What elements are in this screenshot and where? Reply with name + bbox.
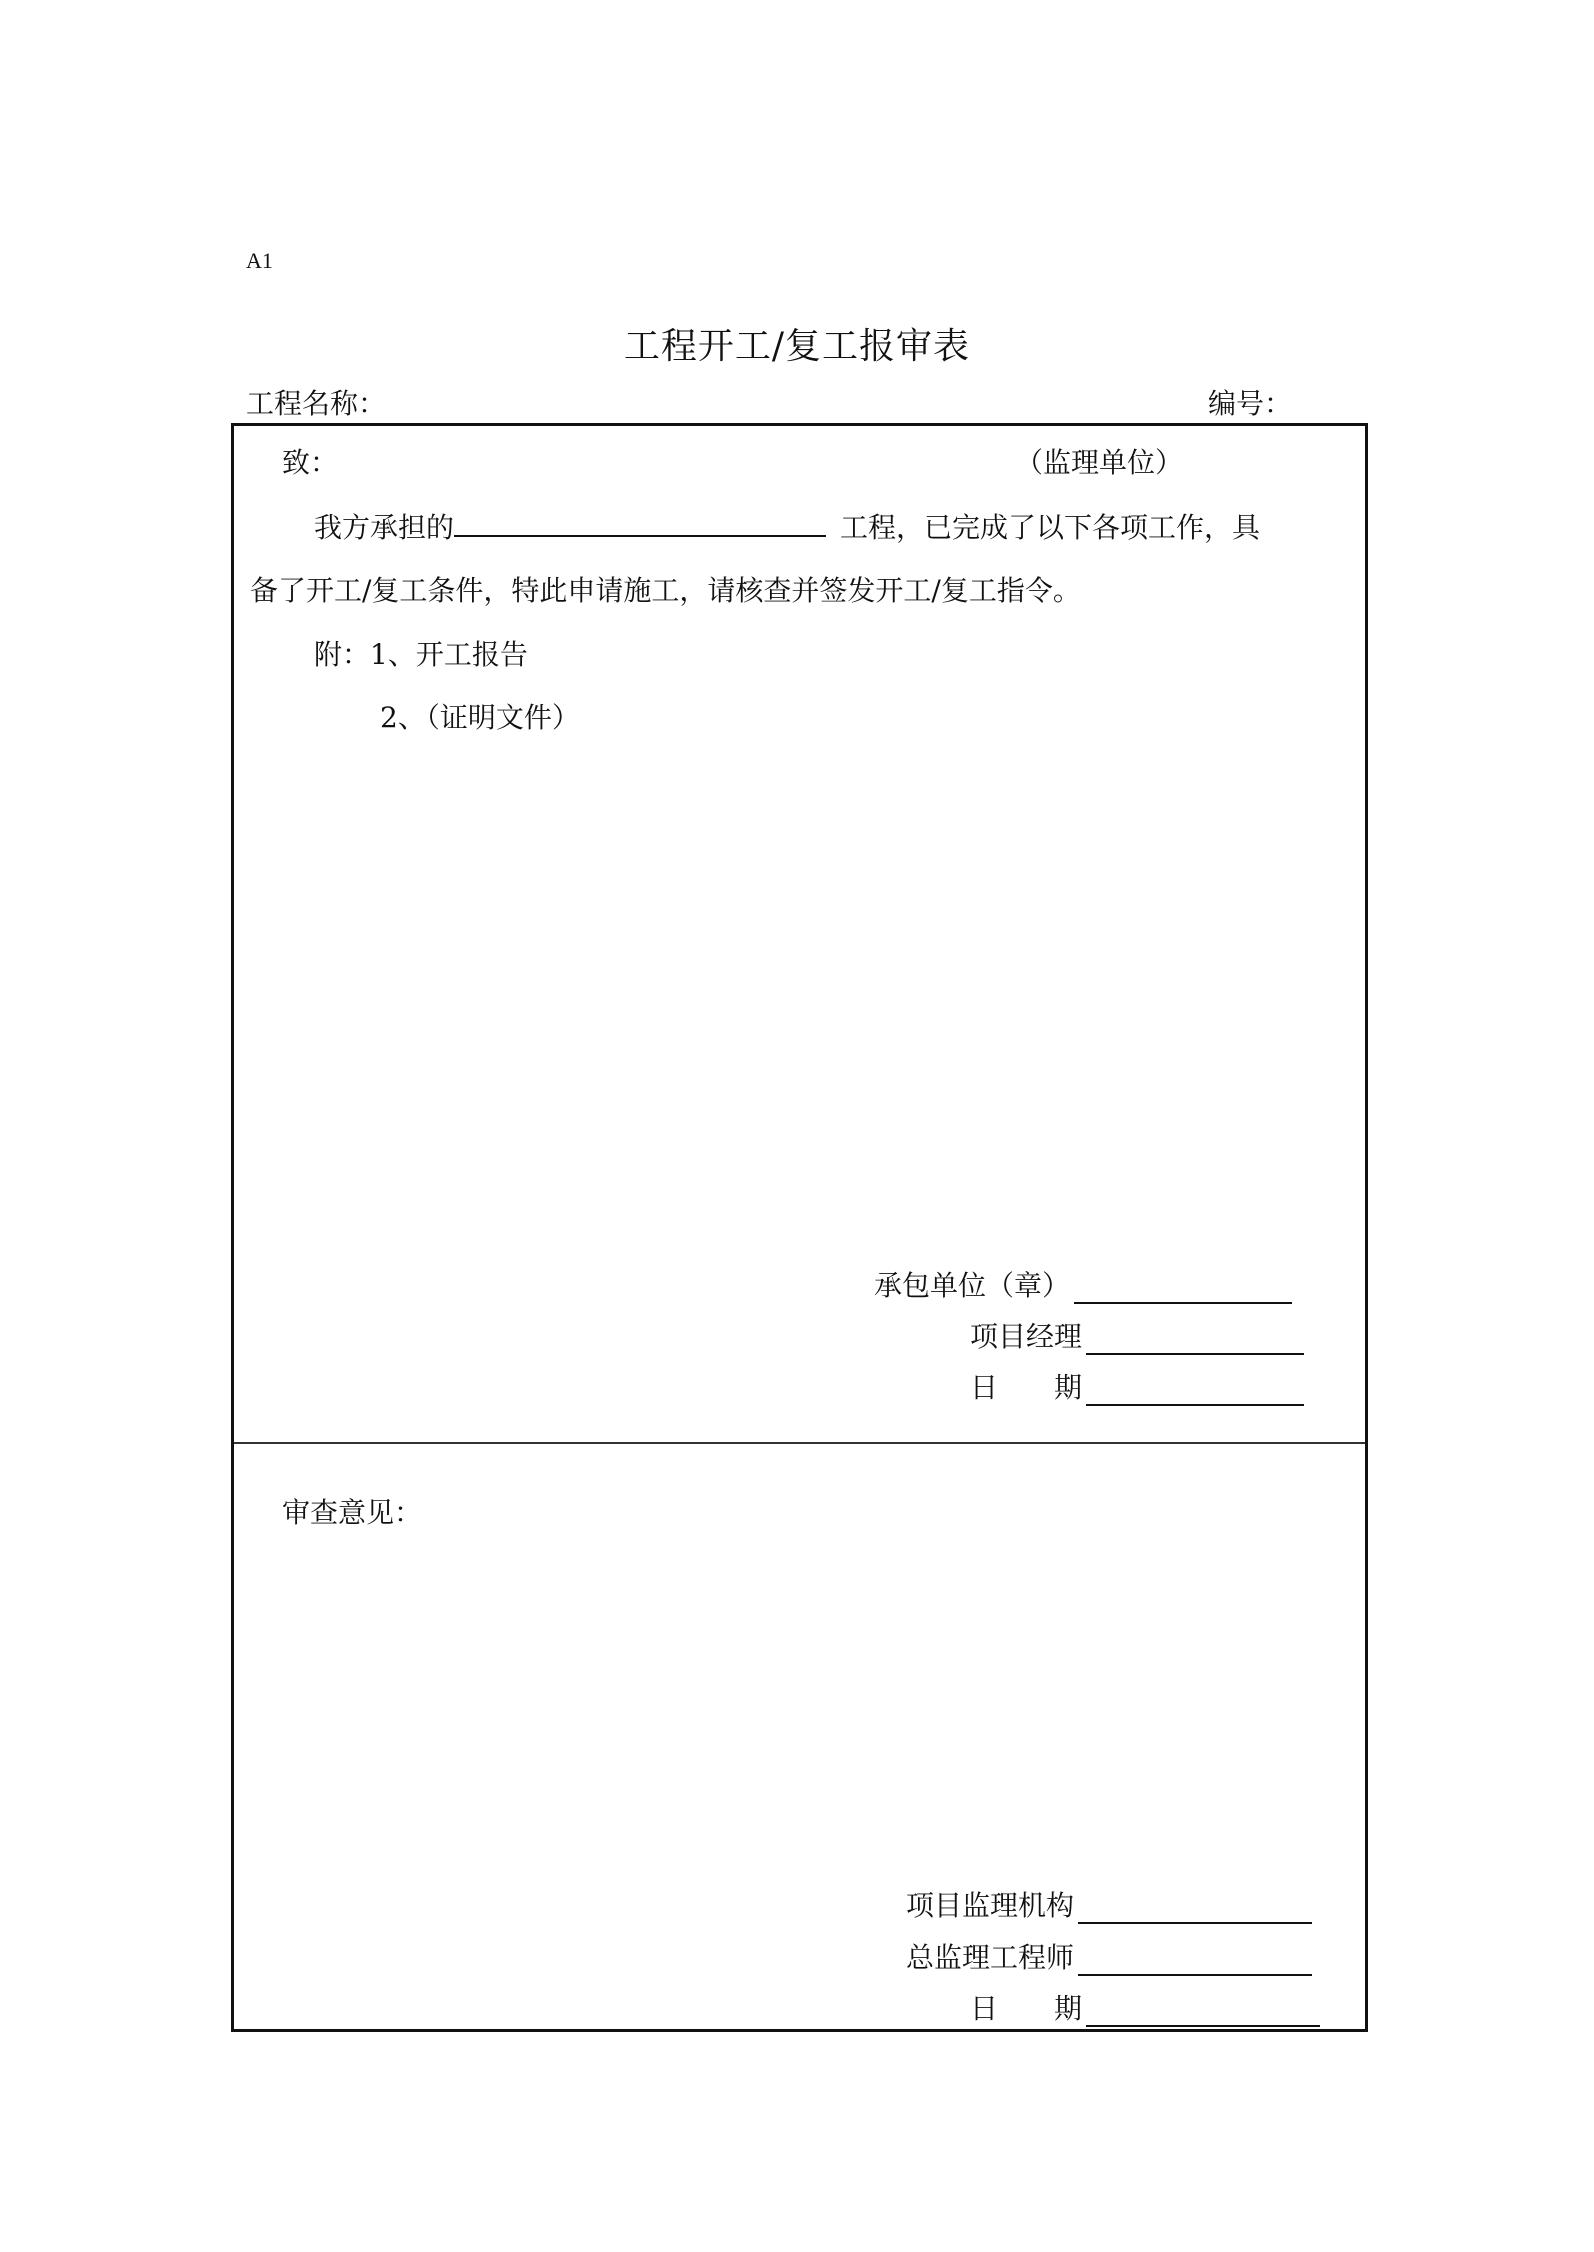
- contractor-seal-label: 承包单位（章）: [874, 1269, 1071, 1302]
- project-manager-blank[interactable]: [1086, 1323, 1304, 1355]
- section-divider: [234, 1442, 1365, 1444]
- application-date-label: 日 期: [970, 1371, 1083, 1404]
- review-opinion-label: 审查意见：: [282, 1496, 423, 1529]
- supervision-org-label: 项目监理机构: [906, 1889, 1075, 1922]
- attachment-2: 2、（证明文件）: [380, 701, 580, 734]
- statement-suffix: 工程，已完成了以下各项工作，具: [840, 511, 1261, 544]
- form-table: [231, 423, 1368, 2032]
- application-date-blank[interactable]: [1086, 1374, 1304, 1406]
- chief-engineer-blank[interactable]: [1078, 1944, 1312, 1976]
- contractor-seal-row: [874, 1264, 1292, 1304]
- contractor-seal-blank[interactable]: [1074, 1272, 1292, 1304]
- chief-engineer-row: [906, 1936, 1312, 1976]
- serial-number-label: 编号：: [1208, 387, 1293, 420]
- statement-line-1: [314, 506, 1260, 546]
- project-manager-row: [970, 1315, 1304, 1355]
- attachment-1: 附：1、开工报告: [314, 638, 528, 671]
- chief-engineer-label: 总监理工程师: [906, 1941, 1075, 1974]
- supervision-org-row: [906, 1884, 1312, 1924]
- project-manager-label: 项目经理: [970, 1320, 1083, 1353]
- to-label: 致：: [282, 446, 339, 479]
- supervision-org-blank[interactable]: [1078, 1892, 1312, 1924]
- supervisor-unit-label: （监理单位）: [1015, 446, 1184, 479]
- review-date-label: 日 期: [970, 1992, 1083, 2025]
- review-date-blank[interactable]: [1086, 1995, 1320, 2027]
- project-name-blank[interactable]: [454, 509, 826, 537]
- project-name-label: 工程名称：: [246, 387, 387, 420]
- review-date-row: [970, 1987, 1320, 2027]
- application-date-row: [970, 1366, 1304, 1406]
- form-title: 工程开工/复工报审表: [623, 326, 971, 367]
- statement-line-2: 备了开工/复工条件，特此申请施工，请核查并签发开工/复工指令。: [250, 574, 1081, 607]
- statement-prefix: 我方承担的: [314, 511, 455, 544]
- form-code: A1: [246, 248, 273, 273]
